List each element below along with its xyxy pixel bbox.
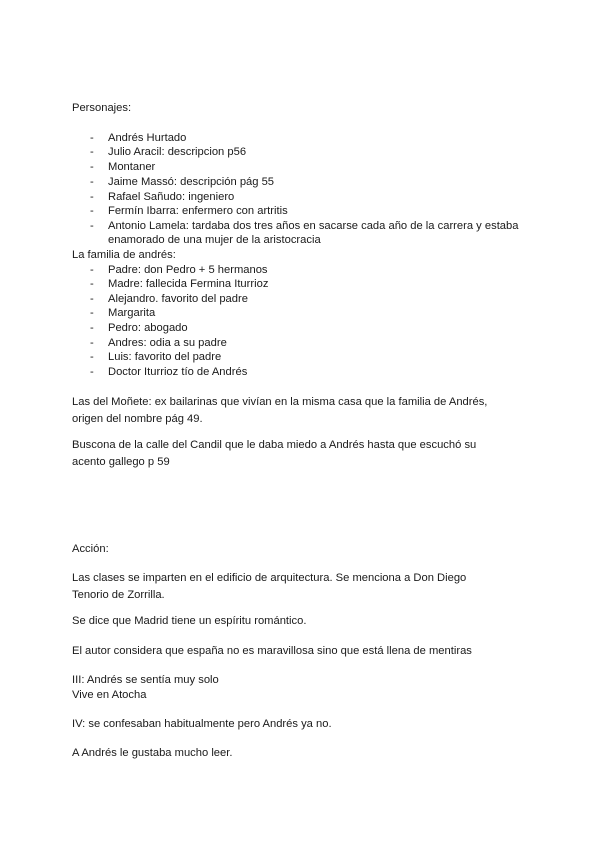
familia-item: Madre: fallecida Fermina Iturrioz (108, 278, 269, 290)
personaje-item: Rafael Sañudo: ingeniero (108, 191, 235, 203)
bullet-dash: - (90, 293, 94, 305)
personajes-heading: Personajes: (72, 102, 132, 114)
personaje-item: Antonio Lamela: tardaba dos tres años en sacarse cada año de la carrera y estaba enamorado de una mujer de la aristocracia (108, 220, 519, 246)
bullet-dash: - (90, 191, 94, 203)
accion-paragraph-5: IV: se confesaban habitualmente pero Andrés ya no. (72, 718, 332, 730)
familia-item: Alejandro. favorito del padre (108, 293, 248, 305)
familia-item: Andres: odia a su padre (108, 337, 227, 349)
accion-paragraph-1: Las clases se imparten en el edificio de arquitectura. Se menciona a Don Diego Tenorio de Zorrilla. (72, 572, 467, 601)
bullet-dash: - (90, 278, 94, 290)
personaje-item: Julio Aracil: descripcion p56 (108, 146, 247, 158)
bullet-dash: - (90, 205, 94, 217)
accion-paragraph-6: A Andrés le gustaba mucho leer. (72, 747, 233, 759)
familia-item: Padre: don Pedro + 5 hermanos (108, 264, 268, 276)
bullet-dash: - (90, 337, 94, 349)
personaje-item: Montaner (108, 161, 156, 173)
bullet-dash: - (90, 161, 94, 173)
bullet-dash: - (90, 264, 94, 276)
familia-heading: La familia de andrés: (72, 249, 176, 261)
bullet-dash: - (90, 176, 94, 188)
familia-item: Doctor Iturrioz tío de Andrés (108, 366, 248, 378)
accion-paragraph-4-line-2: Vive en Atocha (72, 689, 147, 701)
bullet-dash: - (90, 307, 94, 319)
personaje-item: Jaime Massó: descripción pág 55 (108, 176, 275, 188)
bullet-dash: - (90, 146, 94, 158)
bullet-dash: - (90, 351, 94, 363)
accion-paragraph-4-line-1: III: Andrés se sentía muy solo (72, 674, 219, 686)
accion-heading: Acción: (72, 543, 109, 555)
accion-paragraph-3: El autor considera que españa no es maravillosa sino que está llena de mentiras (72, 645, 472, 657)
familia-item: Margarita (108, 307, 156, 319)
bullet-dash: - (90, 366, 94, 378)
personaje-item: Fermín Ibarra: enfermero con artritis (108, 205, 288, 217)
buscona-paragraph: Buscona de la calle del Candil que le daba miedo a Andrés hasta que escuchó su acento gallego p 59 (72, 439, 477, 468)
familia-item: Pedro: abogado (108, 322, 188, 334)
bullet-dash: - (90, 220, 94, 232)
familia-item: Luis: favorito del padre (108, 351, 222, 363)
bullet-dash: - (90, 322, 94, 334)
personaje-item: Andrés Hurtado (108, 132, 187, 144)
monete-paragraph: Las del Moñete: ex bailarinas que vivían en la misma casa que la familia de Andrés, origen del nombre pág 49. (72, 396, 488, 425)
accion-paragraph-2: Se dice que Madrid tiene un espíritu romántico. (72, 615, 307, 627)
bullet-dash: - (90, 132, 94, 144)
